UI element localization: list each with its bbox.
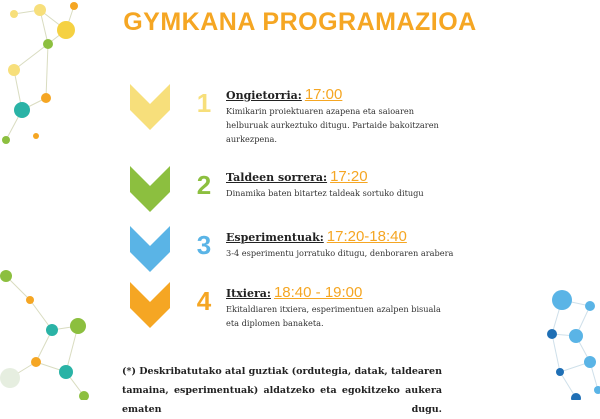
step-time: 17:00 <box>304 86 343 103</box>
step-label: Ongietorria: <box>226 89 302 102</box>
step-heading <box>226 166 368 185</box>
step-description: Kimikarin proiektuaren azapena eta saioaren helburuak aurkeztuko ditugu. Partaide bakoitzaren aurkezpena. <box>226 106 439 144</box>
chevron-down-icon <box>130 84 170 130</box>
step-3 <box>0 226 600 286</box>
footnote: (*) Deskribatutako atal guztiak (ordutegia, datak, taldearen tamaina, esperimentuak) aldatzeko eta egokitzeko aukera ematen dugu. <box>122 366 442 415</box>
step-description: Dinamika baten bitartez taldeak sortuko ditugu <box>226 188 424 198</box>
step-number: 1 <box>196 88 212 118</box>
step-number: 2 <box>196 170 212 200</box>
step-heading <box>226 226 407 245</box>
step-time: 17:20 <box>330 168 368 185</box>
step-2 <box>0 166 600 226</box>
step-description: Ekitaldiaren itxiera, esperimentuen azalpen bisuala eta diplomen banaketa. <box>226 304 441 328</box>
step-time: 18:40 - 19:00 <box>273 284 363 301</box>
chevron-down-icon <box>130 226 170 272</box>
step-number: 4 <box>196 286 212 316</box>
chevron-down-icon <box>130 166 170 212</box>
step-time: 17:20-18:40 <box>326 228 407 245</box>
step-label: Taldeen sorrera: <box>226 171 328 184</box>
step-number: 3 <box>196 230 212 260</box>
step-heading <box>226 84 342 103</box>
chevron-down-icon <box>130 282 170 328</box>
step-heading <box>226 282 362 301</box>
page-title: GYMKANA PROGRAMAZIOA <box>123 8 477 36</box>
step-4 <box>0 282 600 342</box>
step-label: Itxiera: <box>226 287 271 300</box>
step-label: Esperimentuak: <box>226 231 324 244</box>
step-1 <box>0 84 600 144</box>
step-description: 3-4 esperimentu jorratuko ditugu, denboraren arabera <box>226 248 454 258</box>
